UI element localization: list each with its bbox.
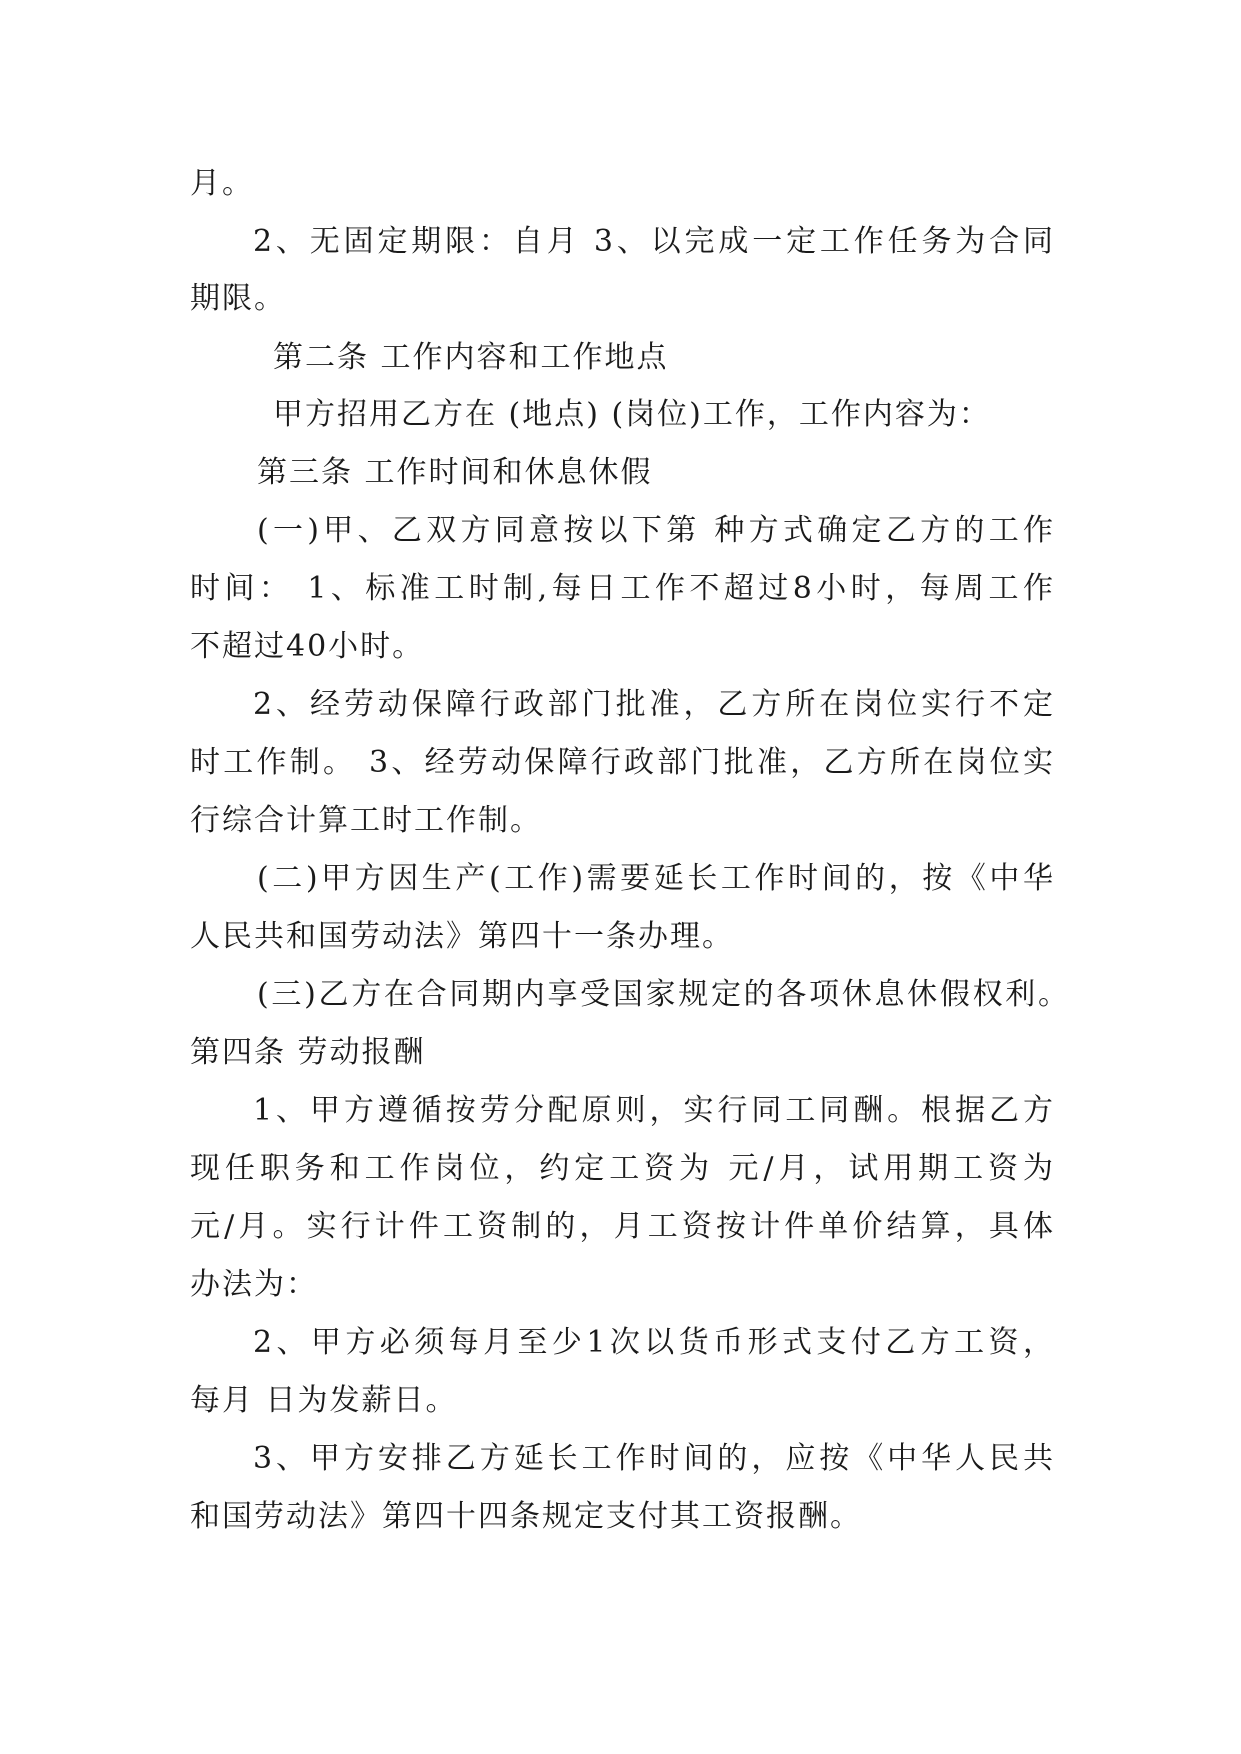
text-line: 期限。 <box>190 281 286 316</box>
text-line: 行综合计算工时工作制。 <box>190 803 542 838</box>
text-line: (二)甲方因生产(工作)需要延长工作时间的，按《中华 <box>257 861 1055 896</box>
section-heading: 第三条 工作时间和休息休假 <box>257 455 653 490</box>
text-line: 每月 日为发薪日。 <box>190 1383 458 1418</box>
text-line: 元/月。实行计件工资制的，月工资按计件单价结算，具体 <box>190 1209 1055 1244</box>
text-line: 和国劳动法》第四十四条规定支付其工资报酬。 <box>190 1499 862 1534</box>
text-line: (一)甲、乙双方同意按以下第 种方式确定乙方的工作 <box>257 513 1055 548</box>
text-line: 不超过40小时。 <box>190 629 425 664</box>
text-line: 时工作制。 3、经劳动保障行政部门批准，乙方所在岗位实 <box>190 745 1055 780</box>
text-line: 甲方招用乙方在 (地点) (岗位)工作，工作内容为： <box>273 397 991 432</box>
text-line: 月。 <box>190 166 254 201</box>
text-line: 现任职务和工作岗位，约定工资为 元/月，试用期工资为 <box>190 1151 1055 1186</box>
text-line: 2、甲方必须每月至少1次以货币形式支付乙方工资， <box>253 1325 1055 1360</box>
text-line: 人民共和国劳动法》第四十一条办理。 <box>190 919 734 954</box>
text-line: 1、甲方遵循按劳分配原则，实行同工同酬。根据乙方 <box>253 1093 1055 1128</box>
text-line: (三)乙方在合同期内享受国家规定的各项休息休假权利。 <box>257 977 1070 1012</box>
text-line: 2、经劳动保障行政部门批准，乙方所在岗位实行不定 <box>253 687 1055 722</box>
text-line: 时间： 1、标准工时制,每日工作不超过8小时，每周工作 <box>190 571 1055 606</box>
text-line: 2、无固定期限：自月 3、以完成一定工作任务为合同 <box>253 224 1055 259</box>
section-heading: 第二条 工作内容和工作地点 <box>273 340 669 375</box>
section-heading: 第四条 劳动报酬 <box>190 1035 426 1070</box>
text-line: 3、甲方安排乙方延长工作时间的，应按《中华人民共 <box>253 1441 1055 1476</box>
text-line: 办法为： <box>190 1267 318 1302</box>
